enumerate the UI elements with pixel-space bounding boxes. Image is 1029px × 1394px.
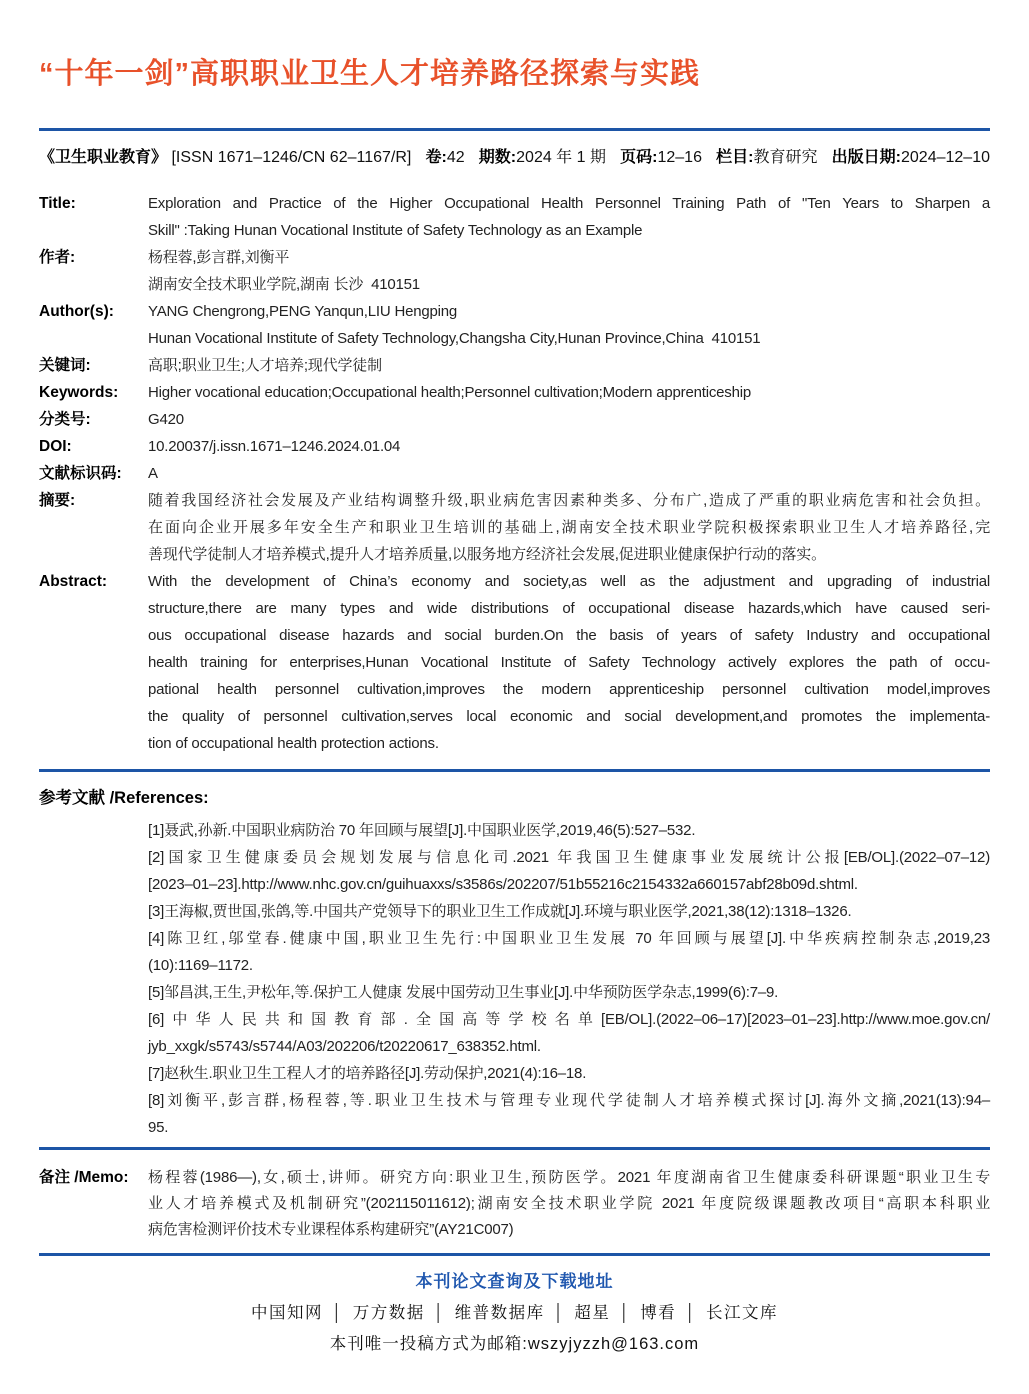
- reference-line: 95.: [148, 1119, 169, 1136]
- database-name: 中国知网: [250, 1304, 323, 1322]
- reference-line: [3]王海椒,贾世国,张鸽,等.中国共产党领导下的职业卫生工作成就[J].环境与职业医学,2021,38(12):1318–1326.: [148, 903, 852, 920]
- journal-field: [620, 146, 702, 170]
- journal-field: [716, 146, 817, 170]
- field-line: 随着我国经济社会发展及产业结构调整升级,职业病危害因素种类多、分布广,造成了严重的职业病危害和社会负担。: [148, 492, 990, 509]
- submission-email-line: 本刊唯一投稿方式为邮箱:wszyjyzzh@163.com: [329, 1335, 700, 1353]
- journal-field-value: 42: [446, 149, 465, 166]
- journal-info-line: [39, 146, 990, 170]
- meta-row: [39, 244, 990, 298]
- field-line: Skill" :Taking Hunan Vocational Institute of Safety Technology as an Example: [148, 222, 643, 239]
- memo-label: 备注 /Memo:: [39, 1169, 129, 1186]
- field-label: DOI:: [39, 438, 72, 455]
- field-label: 文献标识码:: [39, 465, 122, 482]
- reference-item: [148, 1087, 990, 1141]
- divider-references: [39, 769, 990, 772]
- memo-value: [148, 1165, 990, 1243]
- field-value: [148, 352, 990, 379]
- memo-line: 杨程蓉(1986—),女,硕士,讲师。研究方向:职业卫生,预防医学。2021 年度湖南省卫生健康委科研课题“职业卫生专: [148, 1169, 990, 1186]
- reference-item: [148, 979, 990, 1006]
- field-line: the quality of personnel cultivation,serves local economic and social development,and promotes the implementa-: [148, 708, 990, 725]
- field-value: [148, 460, 990, 487]
- field-line: With the development of China’s economy and society,as well as the adjustment and upgrading of industrial: [148, 573, 990, 590]
- field-value: [148, 487, 990, 568]
- reference-line: [2]国家卫生健康委员会规划发展与信息化司.2021 年我国卫生健康事业发展统计公报[EB/OL].(2022–07–12): [148, 849, 990, 866]
- journal-field-value: 2024–12–10: [901, 149, 990, 166]
- field-line: Higher vocational education;Occupational health;Personnel cultivation;Modern apprenticeship: [148, 384, 752, 401]
- divider-memo: [39, 1147, 990, 1150]
- field-value: [148, 190, 990, 244]
- journal-field: [426, 146, 465, 170]
- journal-name-issn: [39, 146, 411, 170]
- field-line: 高职;职业卫生;人才培养;现代学徒制: [148, 357, 382, 374]
- meta-table: [39, 190, 990, 757]
- field-value: [148, 433, 990, 460]
- field-label: 作者:: [39, 249, 76, 266]
- database-name: 万方数据: [352, 1304, 425, 1322]
- reference-line: [7]赵秋生.职业卫生工程人才的培养路径[J].劳动保护,2021(4):16–18.: [148, 1065, 587, 1082]
- reference-item: [148, 817, 990, 844]
- field-label: 分类号:: [39, 411, 91, 428]
- footer: [39, 1270, 990, 1356]
- field-line: G420: [148, 411, 184, 428]
- field-line: 10.20037/j.issn.1671–1246.2024.01.04: [148, 438, 401, 455]
- journal-field-label: 页码:: [620, 149, 658, 166]
- journal-field-value: 2024 年 1 期: [516, 149, 606, 166]
- meta-row: [39, 460, 990, 487]
- field-label: Keywords:: [39, 384, 119, 401]
- field-label: 摘要:: [39, 492, 76, 509]
- memo-row: [39, 1165, 990, 1243]
- reference-line: [8]刘衡平,彭言群,杨程蓉,等.职业卫生技术与管理专业现代学徒制人才培养模式探讨[J].海外文摘,2021(13):94–: [148, 1092, 990, 1109]
- divider-top: [39, 128, 990, 131]
- field-line: structure,there are many types and wide distributions of occupational disease hazards,which have caused seri-: [148, 600, 990, 617]
- references-list: [148, 817, 990, 1141]
- journal-field: [479, 146, 606, 170]
- reference-line: [1]聂武,孙新.中国职业病防治 70 年回顾与展望[J].中国职业医学,2019,46(5):527–532.: [148, 822, 696, 839]
- reference-item: [148, 1060, 990, 1087]
- reference-line: [2023–01–23].http://www.nhc.gov.cn/guihuaxxs/s3586s/202207/51b55216c2154332a660157abf28b09d.shtml.: [148, 876, 858, 893]
- field-value: [148, 244, 990, 298]
- article-title: “十年一剑”高职职业卫生人才培养路径探索与实践: [39, 58, 701, 90]
- database-separator: │: [685, 1304, 698, 1322]
- reference-line: [5]邹昌淇,王生,尹松年,等.保护工人健康 发展中国劳动卫生事业[J].中华预防医学杂志,1999(6):7–9.: [148, 984, 779, 1001]
- field-line: tion of occupational health protection actions.: [148, 735, 439, 752]
- reference-item: [148, 898, 990, 925]
- meta-row: [39, 433, 990, 460]
- memo-line: 病危害检测评价技术专业课程体系构建研究”(AY21C007): [148, 1221, 514, 1238]
- field-line: health training for enterprises,Hunan Vocational Institute of Safety Technology actively explores the path of occu-: [148, 654, 990, 671]
- field-line: 在面向企业开展多年安全生产和职业卫生培训的基础上,湖南安全技术职业学院积极探索职业卫生人才培养路径,完: [148, 519, 990, 536]
- field-line: 善现代学徒制人才培养模式,提升人才培养质量,以服务地方经济社会发展,促进职业健康保护行动的落实。: [148, 546, 826, 563]
- database-name: 维普数据库: [454, 1304, 545, 1322]
- reference-line: jyb_xxgk/s5743/s5744/A03/202206/t20220617_638352.html.: [148, 1038, 541, 1055]
- journal-issn: [ISSN 1671–1246/CN 62–1167/R]: [171, 149, 412, 166]
- reference-item: [148, 844, 990, 898]
- field-label: Abstract:: [39, 573, 108, 590]
- references-heading: 参考文献 /References:: [39, 789, 209, 807]
- meta-row: [39, 352, 990, 379]
- meta-row: [39, 379, 990, 406]
- field-line: ous occupational disease hazards and social burden.On the basis of years of safety Industry and occupational: [148, 627, 990, 644]
- reference-line: [6]中华人民共和国教育部.全国高等学校名单[EB/OL].(2022–06–17)[2023–01–23].http://www.moe.gov.cn/: [148, 1011, 990, 1028]
- database-separator: │: [553, 1304, 566, 1322]
- journal-field-value: 12–16: [657, 149, 702, 166]
- journal-name: 《卫生职业教育》: [39, 149, 168, 166]
- field-line: 湖南安全技术职业学院,湖南 长沙 410151: [148, 276, 420, 293]
- meta-row: [39, 298, 990, 352]
- database-name: 长江文库: [706, 1304, 779, 1322]
- journal-field-label: 期数:: [478, 149, 517, 166]
- reference-item: [148, 1006, 990, 1060]
- field-label: 关键词:: [39, 357, 91, 374]
- database-separator: │: [433, 1304, 446, 1322]
- footer-query-title: 本刊论文查询及下载地址: [415, 1272, 614, 1291]
- meta-row: [39, 190, 990, 244]
- field-line: Exploration and Practice of the Higher Occupational Health Personnel Training Path of "Ten Years to Sharpen a: [148, 195, 990, 212]
- reference-line: [4]陈卫红,邬堂春.健康中国,职业卫生先行:中国职业卫生发展 70 年回顾与展望[J].中华疾病控制杂志,2019,23: [148, 930, 990, 947]
- journal-field: [832, 146, 990, 170]
- meta-row: [39, 406, 990, 433]
- journal-field-value: 教育研究: [753, 149, 818, 166]
- field-line: 杨程蓉,彭言群,刘衡平: [148, 249, 290, 266]
- memo-line: 业人才培养模式及机制研究”(202115011612);湖南安全技术职业学院 2021 年度院级课题教改项目“高职本科职业: [148, 1195, 990, 1212]
- field-value: [148, 406, 990, 433]
- meta-row: [39, 568, 990, 757]
- field-value: [148, 298, 990, 352]
- database-separator: │: [619, 1304, 632, 1322]
- field-line: pational health personnel cultivation,improves the modern apprenticeship personnel cultivation model,improves: [148, 681, 990, 698]
- database-name: 超星: [574, 1304, 611, 1322]
- field-label: Title:: [39, 195, 76, 212]
- field-line: Hunan Vocational Institute of Safety Technology,Changsha City,Hunan Province,China 410151: [148, 330, 761, 347]
- journal-field-label: 卷:: [425, 149, 447, 166]
- journal-field-label: 出版日期:: [831, 149, 901, 166]
- field-line: A: [148, 465, 158, 482]
- field-value: [148, 379, 990, 406]
- database-name: 博看: [640, 1304, 677, 1322]
- field-line: YANG Chengrong,PENG Yanqun,LIU Hengping: [148, 303, 458, 320]
- reference-item: [148, 925, 990, 979]
- reference-line: (10):1169–1172.: [148, 957, 253, 974]
- meta-row: [39, 487, 990, 568]
- divider-footer: [39, 1253, 990, 1256]
- database-list: [39, 1301, 990, 1325]
- journal-field-label: 栏目:: [716, 149, 754, 166]
- field-label: Author(s):: [39, 303, 114, 320]
- field-value: [148, 568, 990, 757]
- database-separator: │: [331, 1304, 344, 1322]
